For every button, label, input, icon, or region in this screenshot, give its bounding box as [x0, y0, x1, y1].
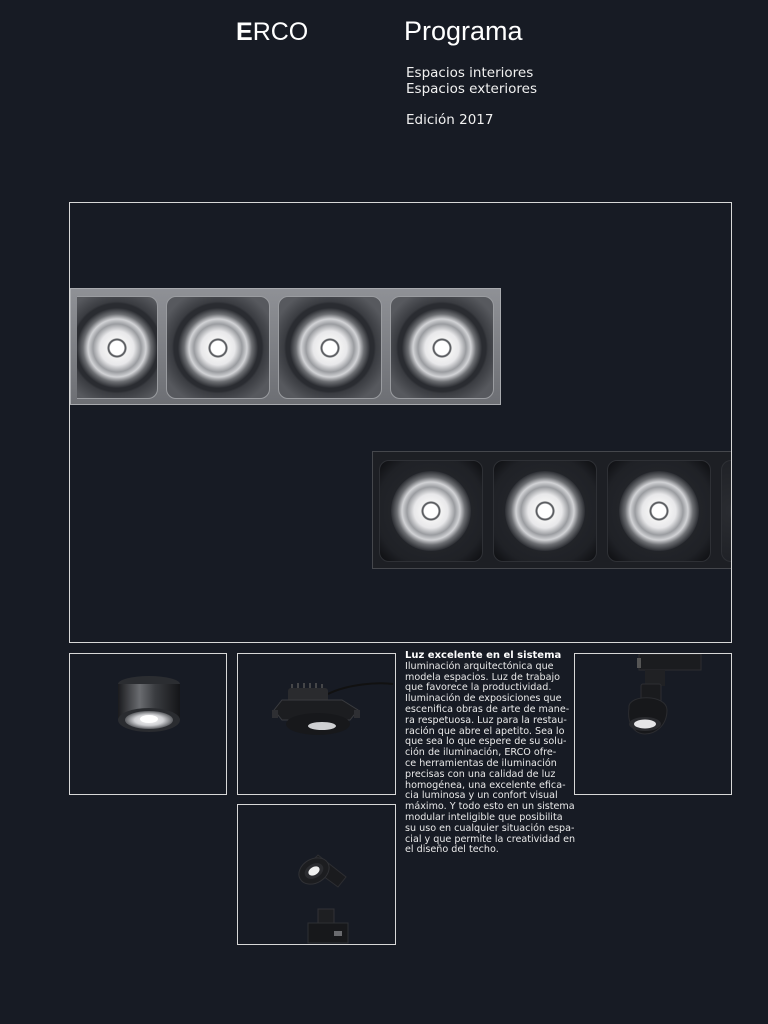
lens-icon — [730, 471, 732, 551]
spike-spotlight-icon — [238, 805, 395, 944]
lens-cell — [278, 296, 382, 399]
lens-icon — [290, 308, 370, 388]
article-line: ce herramientas de iluminación — [405, 757, 557, 769]
article-line: cial y que permite la creatividad en — [405, 833, 576, 845]
product-thumb-recessed — [237, 653, 396, 795]
hero-image — [69, 202, 732, 643]
lens-cell — [721, 460, 732, 562]
article-line: ra respetuosa. Luz para la restau- — [405, 714, 567, 726]
lens-cell — [166, 296, 270, 399]
cylinder-downlight-icon — [70, 654, 226, 794]
luminaire-strip-light — [70, 288, 501, 405]
article-line: su uso en cualquier situación espa- — [405, 822, 575, 834]
lens-icon — [505, 471, 585, 551]
lens-cell — [390, 296, 494, 399]
product-thumb-cylinder — [69, 653, 227, 795]
recessed-downlight-icon — [238, 654, 395, 794]
article-line: cia luminosa y un confort visual — [405, 790, 558, 802]
page-title: Programa — [404, 16, 523, 46]
subtitle-interiores: Espacios interiores — [406, 65, 534, 81]
product-thumb-spike-spot — [237, 804, 396, 945]
article-line: escenifica obras de arte de mane- — [405, 703, 570, 715]
article-line: homogénea, una excelente efica- — [405, 779, 566, 791]
article-line: que favorece la productividad. — [405, 682, 552, 694]
article-line: ción de iluminación, ERCO ofre- — [405, 747, 557, 759]
lens-cell — [77, 296, 158, 399]
article-line: precisas con una calidad de luz — [405, 768, 556, 780]
article-line: Iluminación arquitectónica que — [405, 660, 554, 672]
article-line: que sea lo que espere de su solu- — [405, 736, 567, 748]
article-line: modela espacios. Luz de trabajo — [405, 671, 561, 683]
article-line: modular inteligible que posibilita — [405, 811, 563, 823]
track-spotlight-icon — [575, 654, 731, 794]
article-heading: Luz excelente en el sistema — [405, 650, 562, 661]
lens-icon — [619, 471, 699, 551]
product-thumb-track-spot — [574, 653, 732, 795]
lens-cell — [379, 460, 483, 562]
erco-logo: ERCO — [236, 18, 309, 46]
edition-label: Edición 2017 — [406, 112, 494, 128]
lens-icon — [77, 308, 157, 388]
luminaire-strip-dark — [372, 451, 732, 569]
lens-icon — [391, 471, 471, 551]
lens-icon — [402, 308, 482, 388]
lens-icon — [178, 308, 258, 388]
lens-cell — [493, 460, 597, 562]
article-line: ración que abre el apetito. Sea lo — [405, 725, 565, 737]
article-line: Iluminación de exposiciones que — [405, 693, 562, 705]
subtitle-exteriores: Espacios exteriores — [406, 81, 537, 97]
article-text — [405, 650, 576, 856]
lens-cell — [607, 460, 711, 562]
article-line: el diseño del techo. — [405, 844, 499, 856]
article-line: máximo. Y todo esto en un sistema — [405, 801, 575, 813]
